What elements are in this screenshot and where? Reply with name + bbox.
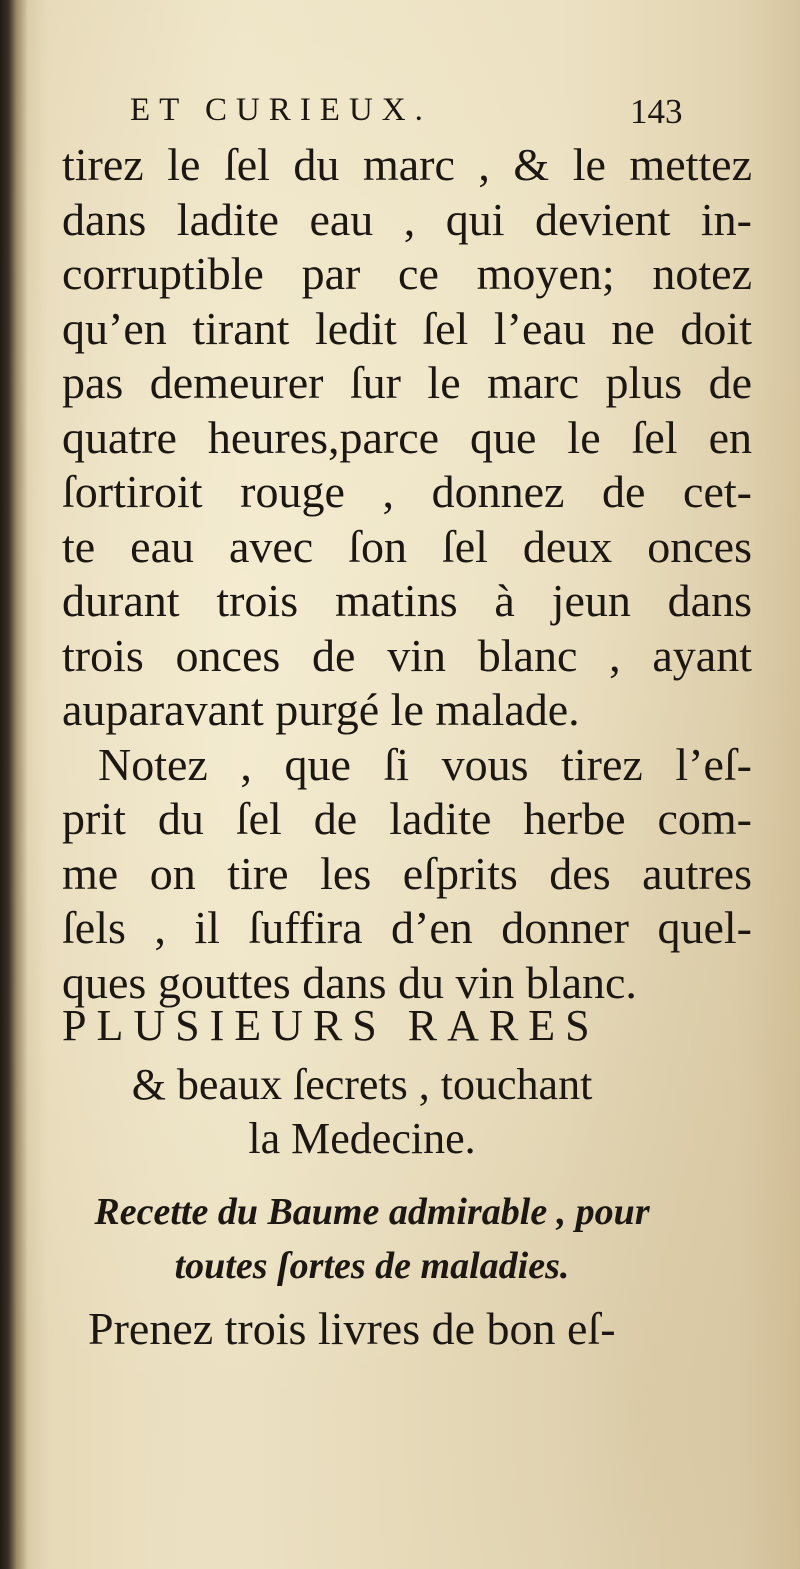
text-line: trois onces de vin blanc , ayant [62,629,752,681]
text-line: durant trois matins à jeun dans [62,575,752,626]
text-line: tirez le ſel du marc , & le mettez [62,139,752,190]
text-line: ſels , il ſuffira d’en donner quel- [62,902,752,953]
section-heading: PLUSIEURS RARES [62,1001,600,1050]
book-gutter [0,0,28,1569]
section-subheading-line: & beaux ſecrets , touchant [131,1060,593,1109]
recipe-title-line: Recette du Baume admirable , pour [94,1191,650,1233]
text-line: quatre heures,parce que le ſel en [62,411,752,463]
text-line: ſortiroit rouge , donnez de cet- [62,466,752,517]
text-line: prit du ſel de ladite herbe com- [62,793,752,844]
section-subheading-line: la Medecine. [248,1114,476,1163]
text-line: dans ladite eau , qui devient in- [62,193,752,245]
text-line: Notez , que ſi vous tirez l’eſ- [98,738,752,790]
text-line: me on tire les eſprits des autres [62,847,752,899]
text-line: Prenez trois livres de bon eſ- [88,1303,616,1354]
running-head: ET CURIEUX. [130,92,432,128]
text-line: qu’en tirant ledit ſel l’eau ne doit [62,302,752,354]
text-line: te eau avec ſon ſel deux onces [62,520,752,572]
body-text [62,138,752,1010]
page-number: 143 [630,92,683,131]
section-subheading [62,1058,662,1166]
text-line: ques gouttes dans du vin blanc. [62,956,637,1008]
recipe-title [62,1185,682,1293]
recipe-title-line: toutes ſortes de maladies. [174,1245,570,1287]
text-line: pas demeurer ſur le marc plus de [62,357,752,408]
text-line: corruptible par ce moyen; notez [62,248,752,299]
text-line: auparavant purgé le malade. [62,684,580,735]
